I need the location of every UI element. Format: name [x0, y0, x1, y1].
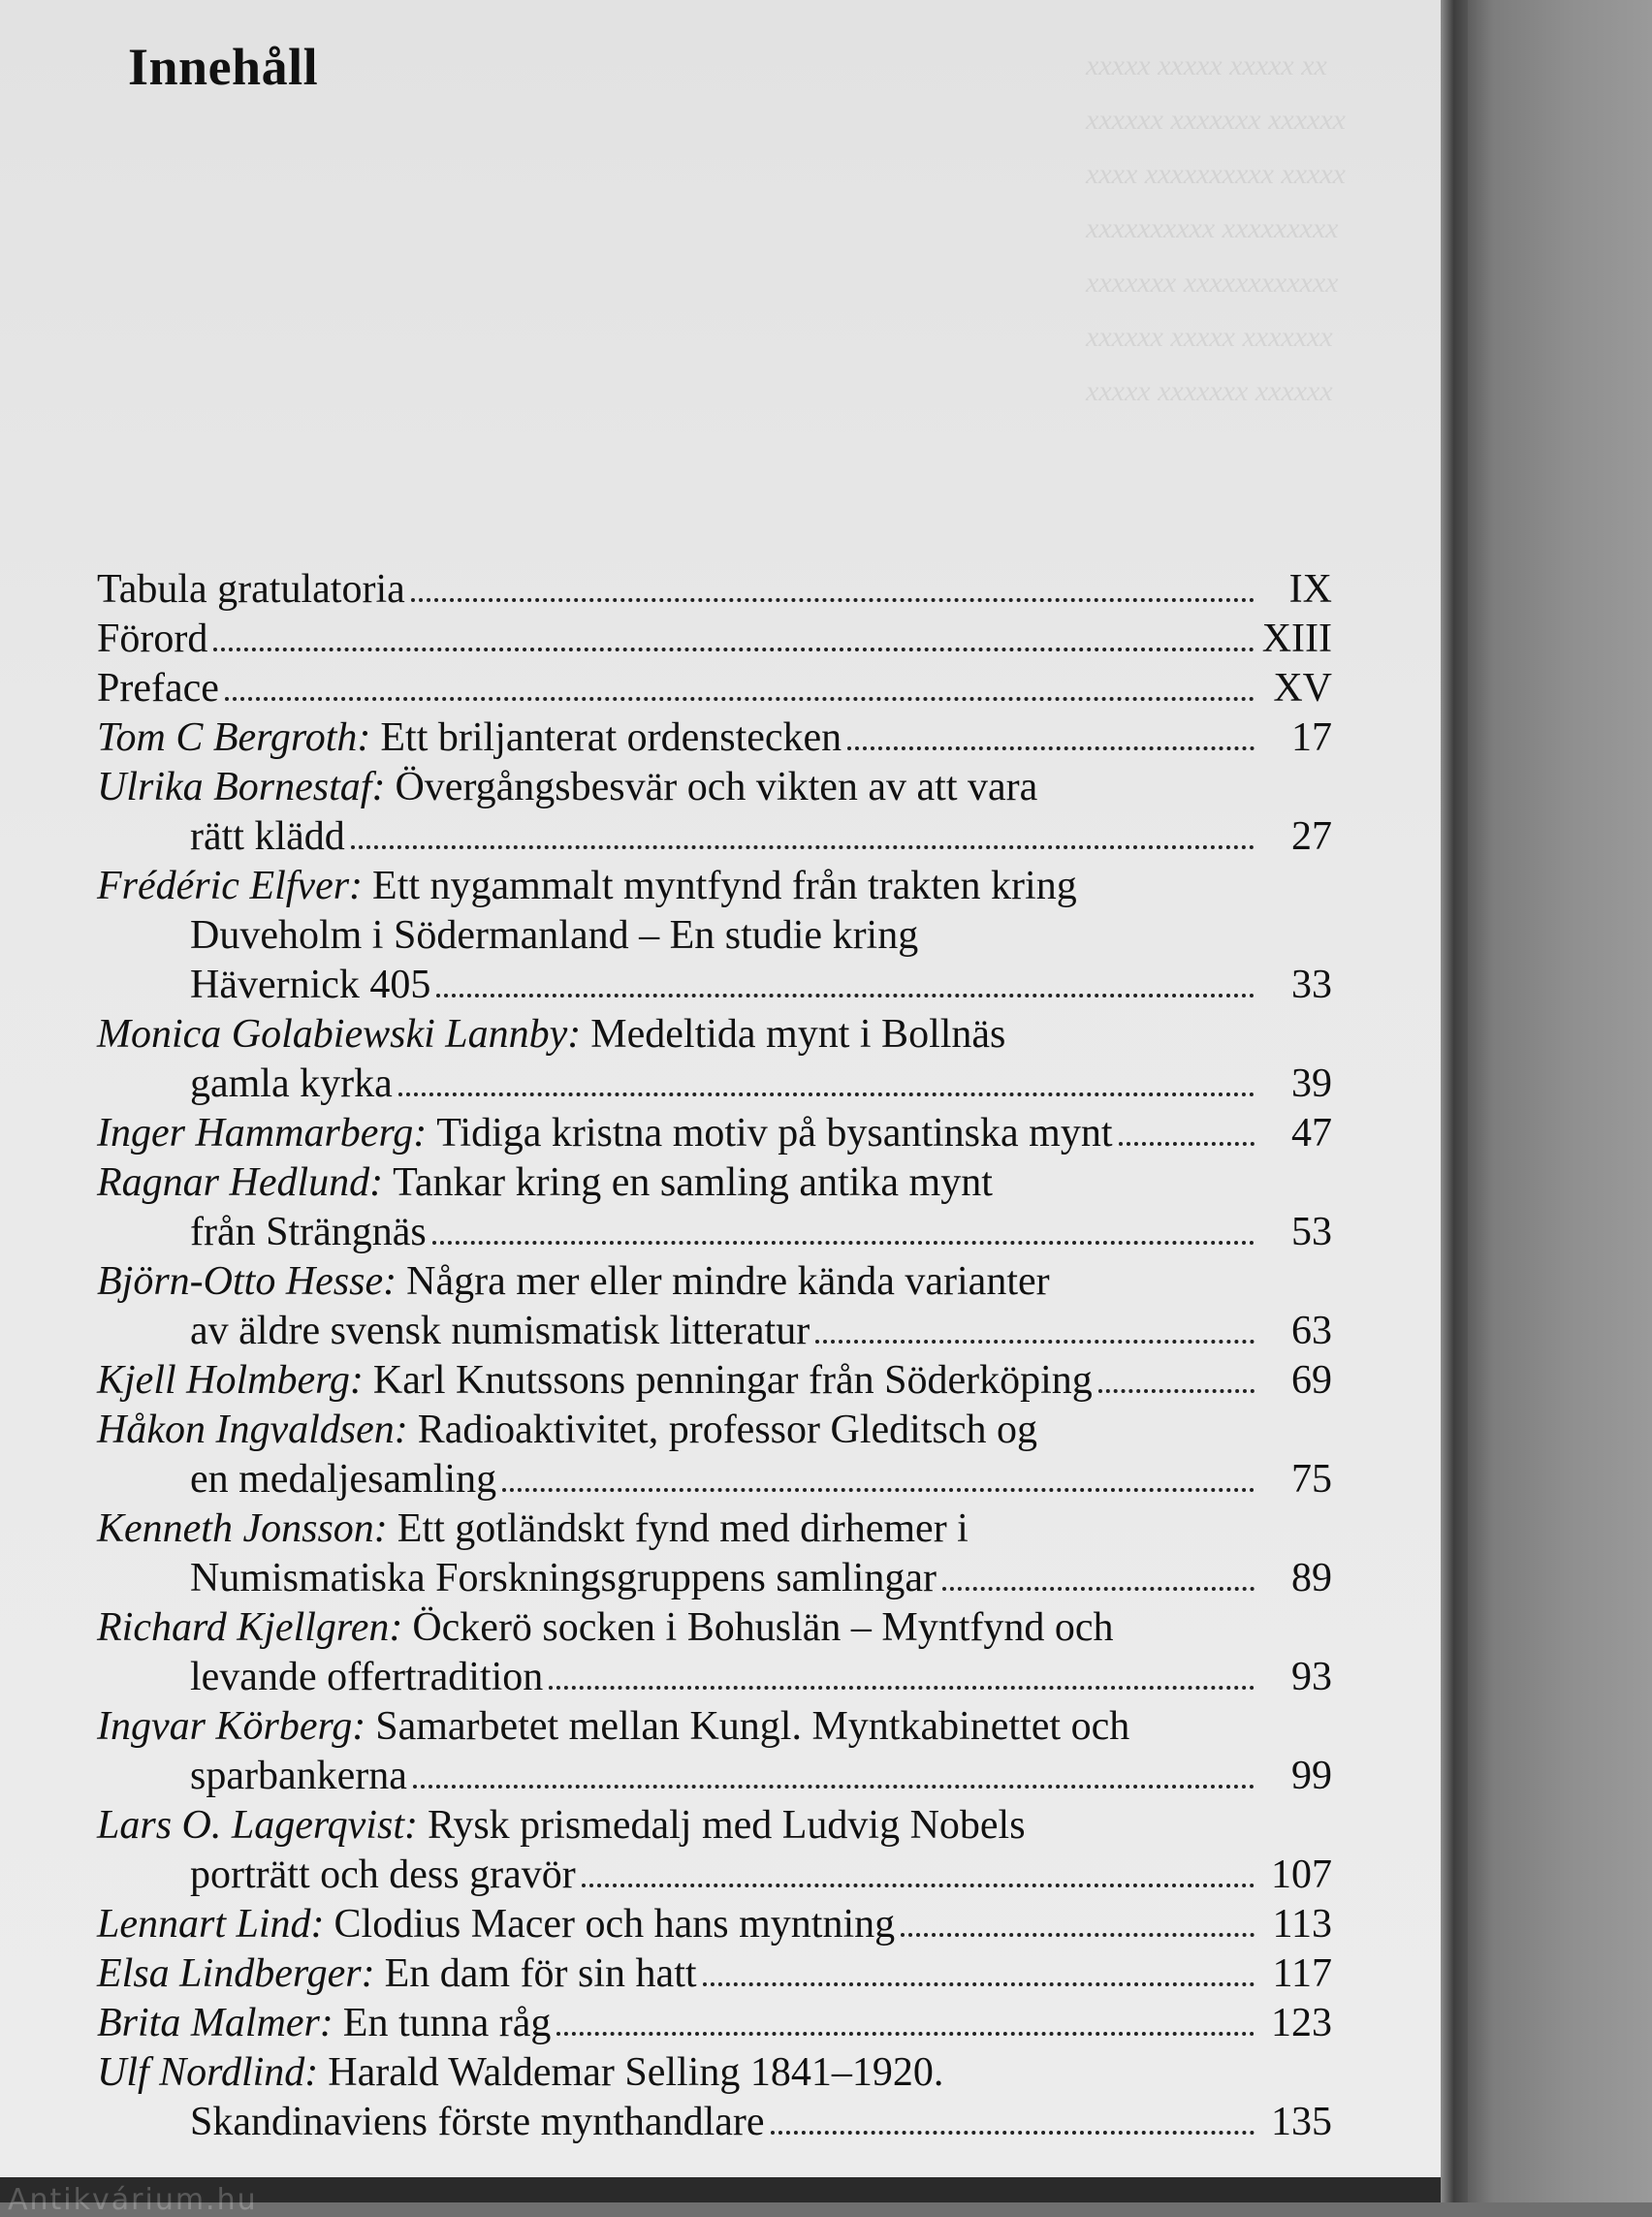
toc-title: Ett nygammalt myntfynd från trakten kring	[372, 864, 1077, 908]
toc-entry	[97, 1703, 1332, 1802]
toc-line	[97, 1901, 1332, 1950]
toc-line-continued	[97, 1852, 1332, 1901]
toc-line	[97, 1950, 1332, 2000]
toc-author: Kjell Holmberg:	[97, 1358, 364, 1403]
toc-line	[97, 665, 1332, 714]
toc-line	[97, 616, 1332, 665]
toc-title: Radioaktivitet, professor Gleditsch og	[417, 1408, 1037, 1452]
toc-title: Förord	[97, 617, 208, 661]
toc-page-number: XIII	[1261, 617, 1332, 661]
dot-leader	[556, 2032, 1255, 2036]
toc-line-continued	[97, 2099, 1332, 2148]
toc-entry	[97, 1802, 1332, 1901]
dot-leader	[815, 1340, 1255, 1344]
toc-title: sparbankerna	[190, 1754, 407, 1798]
toc-author: Kenneth Jonsson:	[97, 1506, 388, 1551]
toc-line	[97, 1505, 1332, 1555]
toc-title: Tidiga kristna motiv på bysantinska mynt	[436, 1111, 1113, 1156]
toc-title: Preface	[97, 666, 219, 711]
toc-line	[97, 566, 1332, 616]
toc-author: Frédéric Elfver:	[97, 864, 364, 908]
dot-leader	[502, 1488, 1255, 1492]
toc-line-continued	[97, 962, 1332, 1011]
toc-line	[97, 1703, 1332, 1753]
toc-title: porträtt och dess gravör	[190, 1853, 576, 1897]
dot-leader	[432, 1241, 1255, 1245]
toc-entry	[97, 1505, 1332, 1604]
toc-page-number: 93	[1291, 1655, 1332, 1699]
dot-leader	[225, 697, 1255, 701]
toc-page-number: IX	[1288, 567, 1332, 612]
toc-line-continued	[97, 1654, 1332, 1703]
toc-line-continued	[97, 1209, 1332, 1258]
toc-author: Lars O. Lagerqvist:	[97, 1803, 418, 1848]
toc-title: Övergångsbesvär och vikten av att vara	[395, 765, 1038, 809]
toc-title: Hävernick 405	[190, 963, 431, 1007]
toc-title: Ett gotländskt fynd med dirhemer i	[397, 1506, 969, 1551]
dot-leader	[411, 598, 1255, 602]
toc-title: Karl Knutssons penningar från Söderköping	[372, 1358, 1093, 1403]
toc-entry	[97, 1258, 1332, 1357]
toc-author: Ulf Nordlind:	[97, 2050, 319, 2095]
watermark: Antikvárium.hu	[8, 2183, 258, 2217]
dot-leader	[1119, 1142, 1255, 1146]
toc-entry	[97, 1357, 1332, 1407]
toc-title: Duveholm i Södermanland – En studie kring	[190, 913, 919, 958]
toc-author: Brita Malmer:	[97, 2001, 334, 2045]
toc-entry	[97, 665, 1332, 714]
toc-page-number: 47	[1291, 1111, 1332, 1156]
toc-line-continued	[97, 1061, 1332, 1110]
dot-leader	[398, 1093, 1255, 1096]
dot-leader	[213, 648, 1254, 651]
toc-title: från Strängnäs	[190, 1210, 427, 1254]
toc-line	[97, 2049, 1332, 2099]
toc-entry	[97, 1901, 1332, 1950]
toc-author: Elsa Lindberger:	[97, 1951, 375, 1996]
toc-title: Numismatiska Forskningsgruppens samlingar	[190, 1556, 937, 1600]
page-title: Innehåll	[128, 38, 319, 96]
toc-author: Håkon Ingvaldsen:	[97, 1408, 408, 1452]
toc-line-continued	[97, 1555, 1332, 1604]
toc-line	[97, 714, 1332, 764]
toc-line	[97, 2000, 1332, 2049]
toc-entry	[97, 1110, 1332, 1159]
toc-entry	[97, 714, 1332, 764]
toc-entry	[97, 2000, 1332, 2049]
toc-line-continued	[97, 813, 1332, 863]
toc-line	[97, 1258, 1332, 1308]
dot-leader	[942, 1587, 1255, 1591]
toc-page-number: 135	[1271, 2100, 1332, 2144]
toc-line	[97, 1357, 1332, 1407]
toc-title: Tabula gratulatoria	[97, 567, 405, 612]
toc-page-number: 53	[1291, 1210, 1332, 1254]
toc-title: Rysk prismedalj med Ludvig Nobels	[427, 1803, 1026, 1848]
dot-leader	[582, 1884, 1255, 1887]
toc-author: Tom C Bergroth:	[97, 715, 371, 760]
show-through-text: xxxxx xxxxx xxxxx xx xxxxxx xxxxxxx xxxxxx xxxx xxxxxxxxxx xxxxx xxxxxxxxxx xxxxxxxxx xxxxxxx xxxxxxxxxxxx xxxxxx xxxxx xxxxxxx xxxxx xxxxxxx xxxxxx	[1086, 49, 1346, 407]
toc-title: en medaljesamling	[190, 1457, 497, 1502]
toc-entry	[97, 616, 1332, 665]
toc-author: Inger Hammarberg:	[97, 1111, 428, 1156]
toc-entry	[97, 1950, 1332, 2000]
toc-entry	[97, 863, 1332, 1011]
toc-line-continued	[97, 1753, 1332, 1802]
toc-entry	[97, 1159, 1332, 1258]
toc-title: Medeltida mynt i Bollnäs	[590, 1012, 1006, 1057]
toc-author: Ragnar Hedlund:	[97, 1160, 384, 1205]
toc-line	[97, 1159, 1332, 1209]
toc-page-number: 89	[1291, 1556, 1332, 1600]
dot-leader	[901, 1933, 1255, 1937]
toc-title: En tunna råg	[342, 2001, 552, 2045]
dot-leader	[703, 1982, 1255, 1986]
toc-title: Clodius Macer och hans myntning	[334, 1902, 896, 1947]
toc-author: Richard Kjellgren:	[97, 1605, 403, 1650]
toc-entry	[97, 764, 1332, 863]
dot-leader	[771, 2131, 1255, 2135]
toc-entry	[97, 1604, 1332, 1703]
toc-title: av äldre svensk numismatisk litteratur	[190, 1309, 810, 1353]
toc-page-number: 107	[1271, 1853, 1332, 1897]
toc-page-number: 33	[1291, 963, 1332, 1007]
toc-page-number: 117	[1272, 1951, 1332, 1996]
toc-line-continued	[97, 1456, 1332, 1505]
dot-leader	[1098, 1389, 1255, 1393]
toc-line	[97, 1407, 1332, 1456]
toc-entry	[97, 2049, 1332, 2148]
toc-title: Skandinaviens förste mynthandlare	[190, 2100, 765, 2144]
toc-title: Några mer eller mindre kända varianter	[406, 1259, 1050, 1304]
toc-page-number: 27	[1291, 814, 1332, 859]
toc-title: Öckerö socken i Bohuslän – Myntfynd och	[412, 1605, 1114, 1650]
toc-page-number: 75	[1291, 1457, 1332, 1502]
toc-title: Tankar kring en samling antika mynt	[393, 1160, 993, 1205]
toc-author: Monica Golabiewski Lannby:	[97, 1012, 582, 1057]
toc-title: Samarbetet mellan Kungl. Myntkabinettet och	[375, 1704, 1130, 1749]
toc-line-continued	[97, 1308, 1332, 1357]
toc-page-number: 69	[1291, 1358, 1332, 1403]
dot-leader	[351, 845, 1255, 849]
toc-title: Harald Waldemar Selling 1841–1920.	[328, 2050, 944, 2095]
toc-line	[97, 764, 1332, 813]
toc-page-number: 113	[1272, 1902, 1332, 1947]
toc-page-number: 99	[1291, 1754, 1332, 1798]
toc-author: Lennart Lind:	[97, 1902, 325, 1947]
toc-entry	[97, 1011, 1332, 1110]
toc-title: En dam för sin hatt	[384, 1951, 697, 1996]
toc-line	[97, 1011, 1332, 1061]
toc-author: Ulrika Bornestaf:	[97, 765, 386, 809]
toc-page-number: 63	[1291, 1309, 1332, 1353]
toc-author: Björn-Otto Hesse:	[97, 1259, 397, 1304]
toc-entry	[97, 1407, 1332, 1505]
dot-leader	[436, 994, 1255, 998]
dot-leader	[413, 1785, 1255, 1789]
toc-line	[97, 863, 1332, 912]
toc-line	[97, 1604, 1332, 1654]
toc-title: rätt klädd	[190, 814, 345, 859]
toc-line	[97, 1110, 1332, 1159]
toc-author: Ingvar Körberg:	[97, 1704, 366, 1749]
toc-entry	[97, 566, 1332, 616]
toc-line	[97, 1802, 1332, 1852]
toc-page-number: 123	[1271, 2001, 1332, 2045]
toc-title: Ett briljanterat ordenstecken	[380, 715, 842, 760]
toc-line-continued	[97, 912, 1332, 962]
toc-title: gamla kyrka	[190, 1061, 393, 1106]
toc-title: levande offertradition	[190, 1655, 544, 1699]
toc-page-number: 17	[1291, 715, 1332, 760]
toc-page-number: XV	[1273, 666, 1332, 711]
dot-leader	[847, 746, 1255, 750]
table-of-contents	[97, 566, 1332, 2148]
toc-page-number: 39	[1291, 1061, 1332, 1106]
dot-leader	[549, 1686, 1255, 1690]
